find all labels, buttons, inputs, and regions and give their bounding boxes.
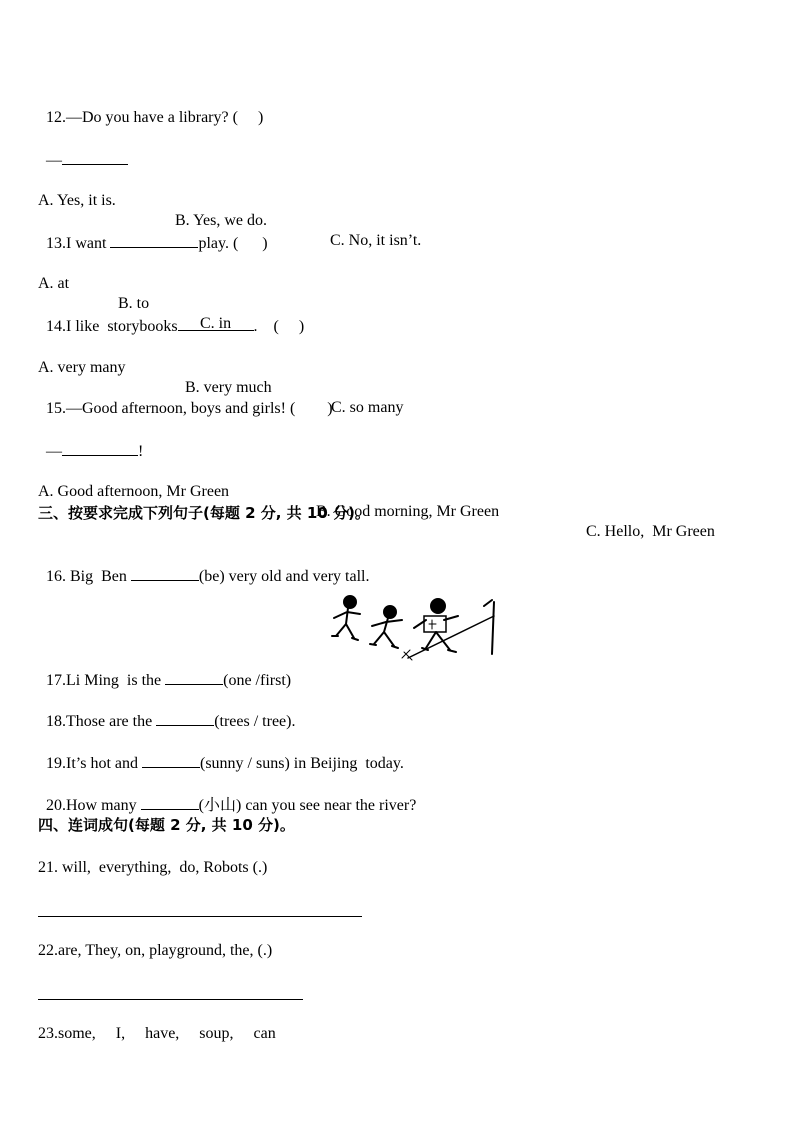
option-a: A. at <box>38 275 70 292</box>
answer-blank[interactable] <box>178 316 254 331</box>
answer-line[interactable] <box>38 999 303 1000</box>
answer-blank[interactable] <box>131 566 199 581</box>
option-a: A. Yes, it is. <box>38 192 116 209</box>
question-20: 20.How many (小山) can you see near the river? <box>46 797 417 814</box>
answer-blank[interactable] <box>156 711 214 726</box>
question-15-reply: — ! <box>46 443 144 460</box>
question-12 <box>38 88 263 128</box>
answer-blank[interactable] <box>110 233 198 248</box>
question-23: 23.some, I, have, soup, can <box>38 1025 276 1042</box>
question-14: 14.I like storybooks . ( ) <box>46 318 305 335</box>
question-15-stem: 15.—Good afternoon, boys and girls! ( ) <box>46 400 333 417</box>
answer-blank[interactable] <box>165 670 223 685</box>
question-15 <box>38 379 333 419</box>
option-a: A. very many <box>38 359 126 376</box>
answer-blank[interactable] <box>62 441 138 456</box>
question-18: 18.Those are the (trees / tree). <box>46 713 296 730</box>
answer-blank[interactable] <box>142 753 200 768</box>
question-12-stem: 12.—Do you have a library? ( ) <box>46 109 264 126</box>
question-12-reply: — <box>38 130 128 171</box>
section-3-heading: 三、按要求完成下列句子(每题 2 分, 共 10 分)。 <box>38 504 370 522</box>
question-13: 13.I want play. ( ) <box>46 235 268 252</box>
option-b: B. to <box>118 295 150 312</box>
question-19: 19.It’s hot and (sunny / suns) in Beijing today. <box>46 755 404 772</box>
option-c: C. in <box>200 315 232 332</box>
question-22: 22.are, They, on, playground, the, (.) <box>38 942 273 959</box>
answer-blank[interactable] <box>141 795 199 810</box>
option-c: C. Hello, Mr Green <box>586 523 715 540</box>
option-c: C. so many <box>331 399 404 416</box>
option-b: B. Good morning, Mr Green <box>316 503 500 520</box>
section-4-heading: 四、连词成句(每题 2 分, 共 10 分)。 <box>38 816 295 834</box>
answer-blank[interactable] <box>62 150 128 165</box>
question-17: 17.Li Ming is the (one /first) <box>46 672 292 689</box>
option-c: C. No, it isn’t. <box>330 232 422 249</box>
option-b: B. Yes, we do. <box>175 212 268 229</box>
answer-line[interactable] <box>38 916 362 917</box>
runners-race-illustration <box>326 592 502 664</box>
option-a: A. Good afternoon, Mr Green <box>38 483 230 500</box>
question-21: 21. will, everything, do, Robots (.) <box>38 859 268 876</box>
question-16: 16. Big Ben (be) very old and very tall. <box>46 568 370 585</box>
option-b: B. very much <box>185 379 272 396</box>
